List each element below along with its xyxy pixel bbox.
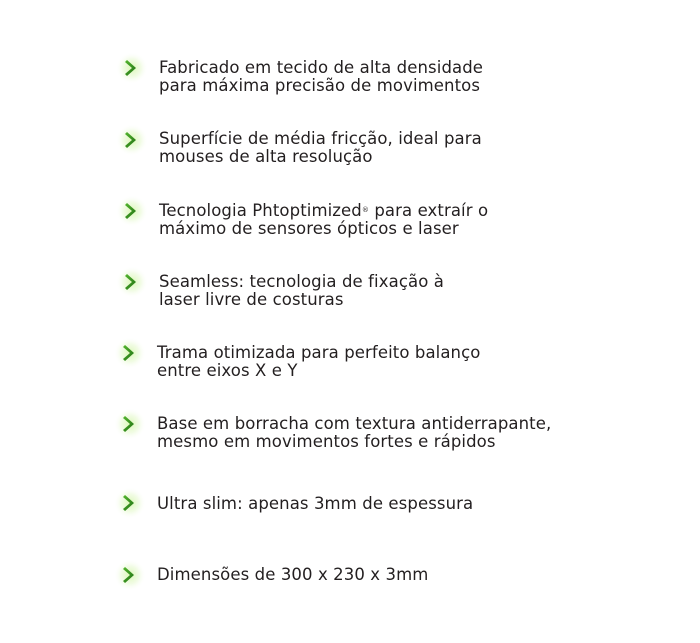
feature-line: Dimensões de 300 x 230 x 3mm bbox=[157, 565, 429, 584]
feature-line: Superfície de média fricção, ideal para bbox=[159, 129, 482, 148]
feature-text bbox=[157, 566, 428, 584]
feature-line-part: Tecnologia Phtoptimized bbox=[159, 201, 362, 220]
chevron-right-icon bbox=[113, 407, 147, 441]
feature-line: máximo de sensores ópticos e laser bbox=[159, 219, 459, 238]
feature-line-part: para extraír o bbox=[369, 201, 489, 220]
chevron-right-icon bbox=[115, 51, 149, 85]
feature-line: mesmo em movimentos fortes e rápidos bbox=[157, 432, 496, 451]
feature-line: Ultra slim: apenas 3mm de espessura bbox=[157, 494, 474, 513]
feature-text bbox=[157, 495, 473, 513]
feature-text bbox=[159, 202, 488, 238]
feature-line: para máxima precisão de movimentos bbox=[159, 76, 481, 95]
feature-text bbox=[159, 59, 483, 95]
feature-line: entre eixos X e Y bbox=[157, 361, 298, 380]
feature-text bbox=[157, 415, 551, 451]
feature-text bbox=[159, 130, 482, 166]
chevron-right-icon bbox=[113, 486, 147, 520]
feature-line: Base em borracha com textura antiderrapante, bbox=[157, 414, 552, 433]
feature-line: mouses de alta resolução bbox=[159, 147, 373, 166]
chevron-right-icon bbox=[113, 558, 147, 592]
feature-line: laser livre de costuras bbox=[159, 290, 344, 309]
feature-line: Trama otimizada para perfeito balanço bbox=[157, 343, 481, 362]
chevron-right-icon bbox=[115, 194, 149, 228]
feature-line: Fabricado em tecido de alta densidade bbox=[159, 58, 484, 77]
chevron-right-icon bbox=[115, 265, 149, 299]
feature-line bbox=[159, 202, 488, 220]
feature-text bbox=[157, 344, 480, 380]
chevron-right-icon bbox=[115, 123, 149, 157]
registered-mark: ® bbox=[361, 206, 369, 214]
feature-line: Seamless: tecnologia de fixação à bbox=[159, 272, 444, 291]
chevron-right-icon bbox=[113, 336, 147, 370]
feature-text bbox=[159, 273, 444, 309]
